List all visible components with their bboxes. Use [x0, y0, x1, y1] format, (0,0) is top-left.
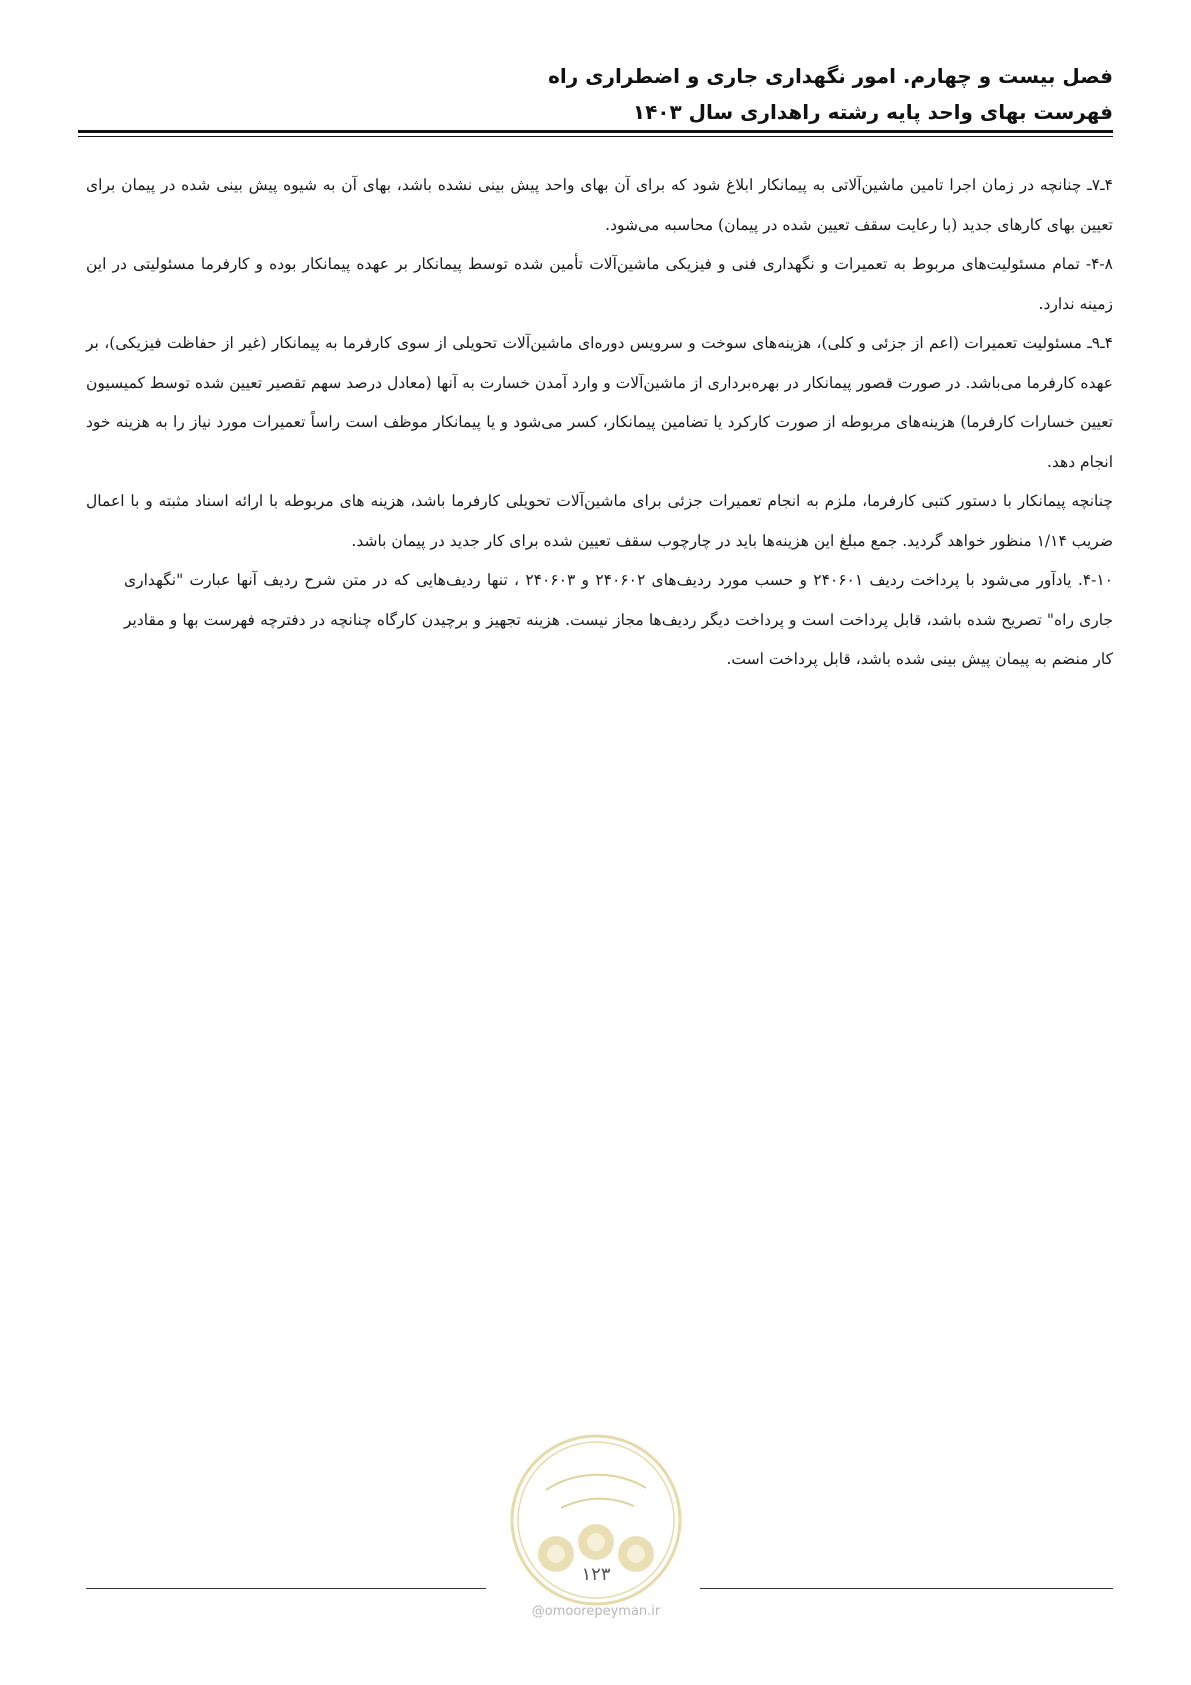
chapter-title: فصل بیست و چهارم. امور نگهداری جاری و اضطراری راه — [548, 64, 1113, 88]
page-header — [78, 58, 1113, 130]
footer-rule-left — [86, 1588, 486, 1589]
header-rule-thin — [78, 136, 1113, 137]
paragraph-4-8: ۴-۸- تمام مسئولیت‌های مربوط به تعمیرات و نگهداری فنی و فیزیکی ماشین‌آلات تأمین شده توسط پیمانکار بر عهده پیمانکار بوده و کارفرما مسئولیتی در این زمینه ندارد. — [86, 255, 1113, 313]
page-number: ۱۲۳ — [581, 1564, 611, 1585]
paragraph-4-7: ۴ـ۷ـ چنانچه در زمان اجرا تامین ماشین‌آلاتی به پیمانکار ابلاغ شود که برای آن بهای واحد پیش بینی نشده باشد، بهای آن به شیوه پیش بینی شده در پیمان برای تعیین بهای کارهای جدید (با رعایت سقف تعیین شده در پیمان) محاسبه می‌شود. — [86, 176, 1113, 234]
header-rule-thick — [78, 130, 1113, 133]
document-body — [86, 166, 1113, 680]
watermark-url: @omoorepeyman.ir — [531, 1604, 661, 1619]
paragraph-4-9-continued: چنانچه پیمانکار با دستور کتبی کارفرما، ملزم به انجام تعمیرات جزئی برای ماشین‌آلات تحویلی کارفرما باشد، هزینه های مربوطه با ارائه اسناد مثبته و با اعمال ضریب ۱/۱۴ منظور خواهد گردید. جمع مبلغ این هزینه‌ها باید در چارچوب سقف تعیین شده برای کار جدید در پیمان باشد. — [86, 492, 1113, 550]
price-list-title: فهرست بهای واحد پایه رشته راهداری سال ۱۴۰۳ — [632, 100, 1113, 124]
footer-rule-right — [700, 1588, 1113, 1589]
paragraph-4-9: ۴ـ۹ـ مسئولیت تعمیرات (اعم از جزئی و کلی)، هزینه‌های سوخت و سرویس دوره‌ای ماشین‌آلات تحویلی از سوی کارفرما به پیمانکار (غیر از حفاظت فیزیکی)، بر عهده کارفرما می‌باشد. در صورت قصور پیمانکار در بهره‌برداری از ماشین‌آلات و وارد آمدن خسارت به آنها (معادل درصد سهم تقصیر تعیین شده توسط کمیسیون تعیین خسارات کارفرما) هزینه‌های مربوطه از صورت کارکرد یا تضامین پیمانکار، کسر می‌شود و یا پیمانکار موظف است راساً تعمیرات مورد نیاز را به هزینه خود انجام دهد. — [86, 334, 1113, 471]
paragraph-4-10: ۴-۱۰. یادآور می‌شود با پرداخت ردیف ۲۴۰۶۰۱ و حسب مورد ردیف‌های ۲۴۰۶۰۲ و ۲۴۰۶۰۳ ، تنها ردیف‌هایی که در متن شرح ردیف آنها عبارت "نگهداری جاری راه" تصریح شده باشد، قابل پرداخت است و پرداخت دیگر ردیف‌ها مجاز نیست. هزینه تجهیز و برچیدن کارگاه چنانچه در دفترچه فهرست بها و مقادیر کار منضم به پیمان پیش بینی شده باشد، قابل پرداخت است. — [124, 571, 1113, 668]
